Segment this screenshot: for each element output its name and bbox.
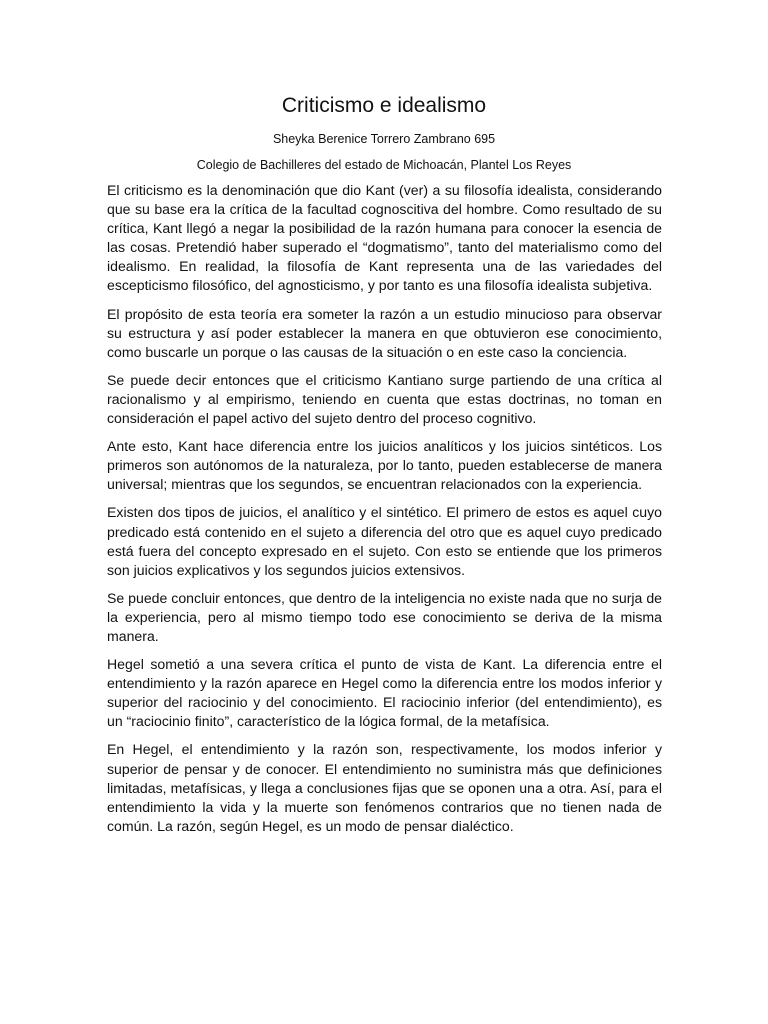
paragraph: Existen dos tipos de juicios, el analítico y el sintético. El primero de estos es aquel cuyo predicado está contenido en el sujeto a diferencia del otro que es aquel cuyo predicado está fuera del concepto expresado en el sujeto. Con esto se entiende que los primeros son juicios explicativos y los segundos juicios extensivos. bbox=[107, 504, 662, 578]
paragraph: El propósito de esta teoría era someter la razón a un estudio minucioso para observar su estructura y así poder establecer la manera en que obtuvieron ese conocimiento, como buscarle un porque o las causas de la situación o en este caso la conciencia. bbox=[107, 305, 662, 360]
paragraph: El criticismo es la denominación que dio Kant (ver) a su filosofía idealista, considerando que su base era la crítica de la facultad cognoscitiva del hombre. Como resultado de su crítica, Kant llegó a negar la posibilidad de la razón humana para conocer la esencia de las cosas. Pretendió haber superado el “dogmatismo”, tanto del materialismo como del idealismo. En realidad, la filosofía de Kant representa una de las variedades del escepticismo filosófico, del agnosticismo, y por tanto es una filosofía idealista subjetiva. bbox=[107, 182, 662, 294]
paragraph: Se puede concluir entonces, que dentro de la inteligencia no existe nada que no surja de la experiencia, pero al mismo tiempo todo ese conocimiento se deriva de la misma manera. bbox=[107, 589, 662, 644]
document-title: Criticismo e idealismo bbox=[281, 94, 487, 117]
paragraph: Se puede decir entonces que el criticismo Kantiano surge partiendo de una crítica al racionalismo y al empirismo, teniendo en cuenta que estas doctrinas, no toman en consideración el papel activo del sujeto dentro del proceso cognitivo. bbox=[107, 371, 662, 427]
author-line: Sheyka Berenice Torrero Zambrano 695 bbox=[272, 132, 496, 146]
school-line: Colegio de Bachilleres del estado de Michoacán, Plantel Los Reyes bbox=[196, 158, 572, 172]
paragraph: Ante esto, Kant hace diferencia entre los juicios analíticos y los juicios sintéticos. Los primeros son autónomos de la naturaleza, por lo tanto, pueden establecerse de manera universal; mientras que los segundos, se encuentran relacionados con la experiencia. bbox=[107, 438, 662, 493]
paragraph: Hegel sometió a una severa crítica el punto de vista de Kant. La diferencia entre el entendimiento y la razón aparece en Hegel como la diferencia entre los modos inferior y superior del raciocinio y del conocimiento. El raciocinio inferior (del entendimiento), es un “raciocinio finito”, característico de la lógica formal, de la metafísica. bbox=[107, 656, 662, 730]
document-body bbox=[107, 181, 662, 845]
paragraph: En Hegel, el entendimiento y la razón son, respectivamente, los modos inferior y superior de pensar y de conocer. El entendimiento no suministra más que definiciones limitadas, metafísicas, y llega a conclusiones fijas que se oponen una a otra. Así, para el entendimiento la vida y la muerte son fenómenos contrarios que no tienen nada de común. La razón, según Hegel, es un modo de pensar dialéctico. bbox=[107, 741, 662, 834]
